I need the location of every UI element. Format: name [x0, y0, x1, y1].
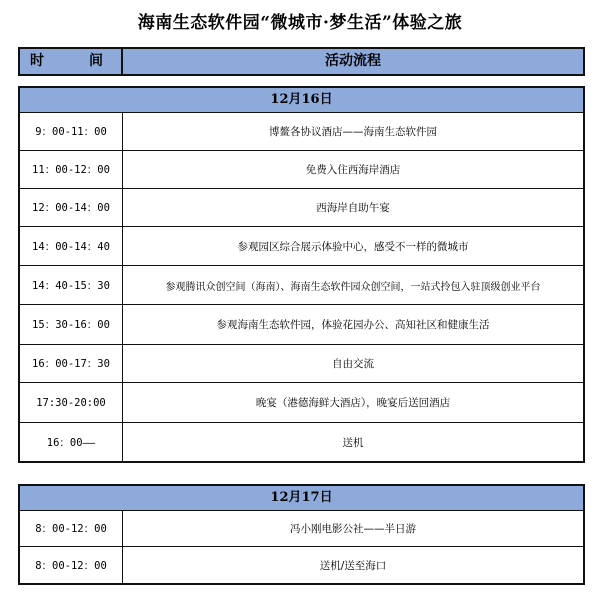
- row-time: 8：00-12：00: [20, 511, 123, 546]
- row-activity: 博鳌各协议酒店——海南生态软件园: [269, 126, 437, 138]
- row-time: 8：00-12：00: [20, 547, 123, 583]
- table-row: [20, 227, 583, 266]
- header-time: [20, 49, 123, 74]
- table-row: [20, 423, 583, 461]
- row-activity: 晚宴（港德海鲜大酒店），晚宴后送回酒店: [255, 397, 451, 409]
- row-time: 17:30-20:00: [20, 383, 123, 422]
- day-date: 12月16日: [20, 88, 583, 113]
- table-row: [20, 189, 583, 227]
- row-time: 14：00-14：40: [20, 227, 123, 265]
- row-time: 12：00-14：00: [20, 189, 123, 226]
- table-row: [20, 383, 583, 423]
- row-time: 16：00-17：30: [20, 345, 123, 382]
- table-row: [20, 345, 583, 383]
- header-time-char-1: 时: [30, 53, 44, 69]
- header-flow: 活动流程: [325, 53, 381, 69]
- row-time: 9：00-11：00: [20, 113, 123, 150]
- row-activity: 免费入住西海岸酒店: [305, 164, 401, 176]
- row-activity: 送机: [342, 436, 364, 449]
- header-time-char-2: 间: [89, 53, 103, 69]
- table-row: [20, 511, 583, 547]
- table-row: [20, 266, 583, 305]
- row-activity: 参观园区综合展示体验中心，感受不一样的微城市: [237, 240, 469, 253]
- table-row: [20, 547, 583, 583]
- row-time: 16：00——: [20, 423, 123, 461]
- row-time: 11：00-12：00: [20, 151, 123, 188]
- row-activity: 西海岸自助午宴: [316, 202, 390, 214]
- row-time: 14：40-15：30: [20, 266, 123, 304]
- row-activity: 冯小刚电影公社——半日游: [290, 523, 416, 535]
- page-title: 海南生态软件园“微城市·梦生活”体验之旅: [137, 13, 463, 33]
- table-row: [20, 113, 583, 151]
- table-row: [20, 151, 583, 189]
- table-row: [20, 305, 583, 345]
- day-date: 12月17日: [20, 486, 583, 511]
- row-activity: 参观海南生态软件园，体验花园办公、高知社区和健康生活: [216, 319, 490, 331]
- row-activity: 自由交流: [332, 358, 374, 370]
- row-activity: 送机/送至海口: [319, 559, 387, 572]
- table-header: [18, 47, 585, 76]
- day-block-dec17: [18, 484, 585, 585]
- row-activity: 参观腾讯众创空间（海南）、海南生态软件园众创空间，一站式拎包入驻顶级创业平台: [165, 281, 541, 293]
- row-time: 15：30-16：00: [20, 305, 123, 344]
- day-block-dec16: [18, 86, 585, 463]
